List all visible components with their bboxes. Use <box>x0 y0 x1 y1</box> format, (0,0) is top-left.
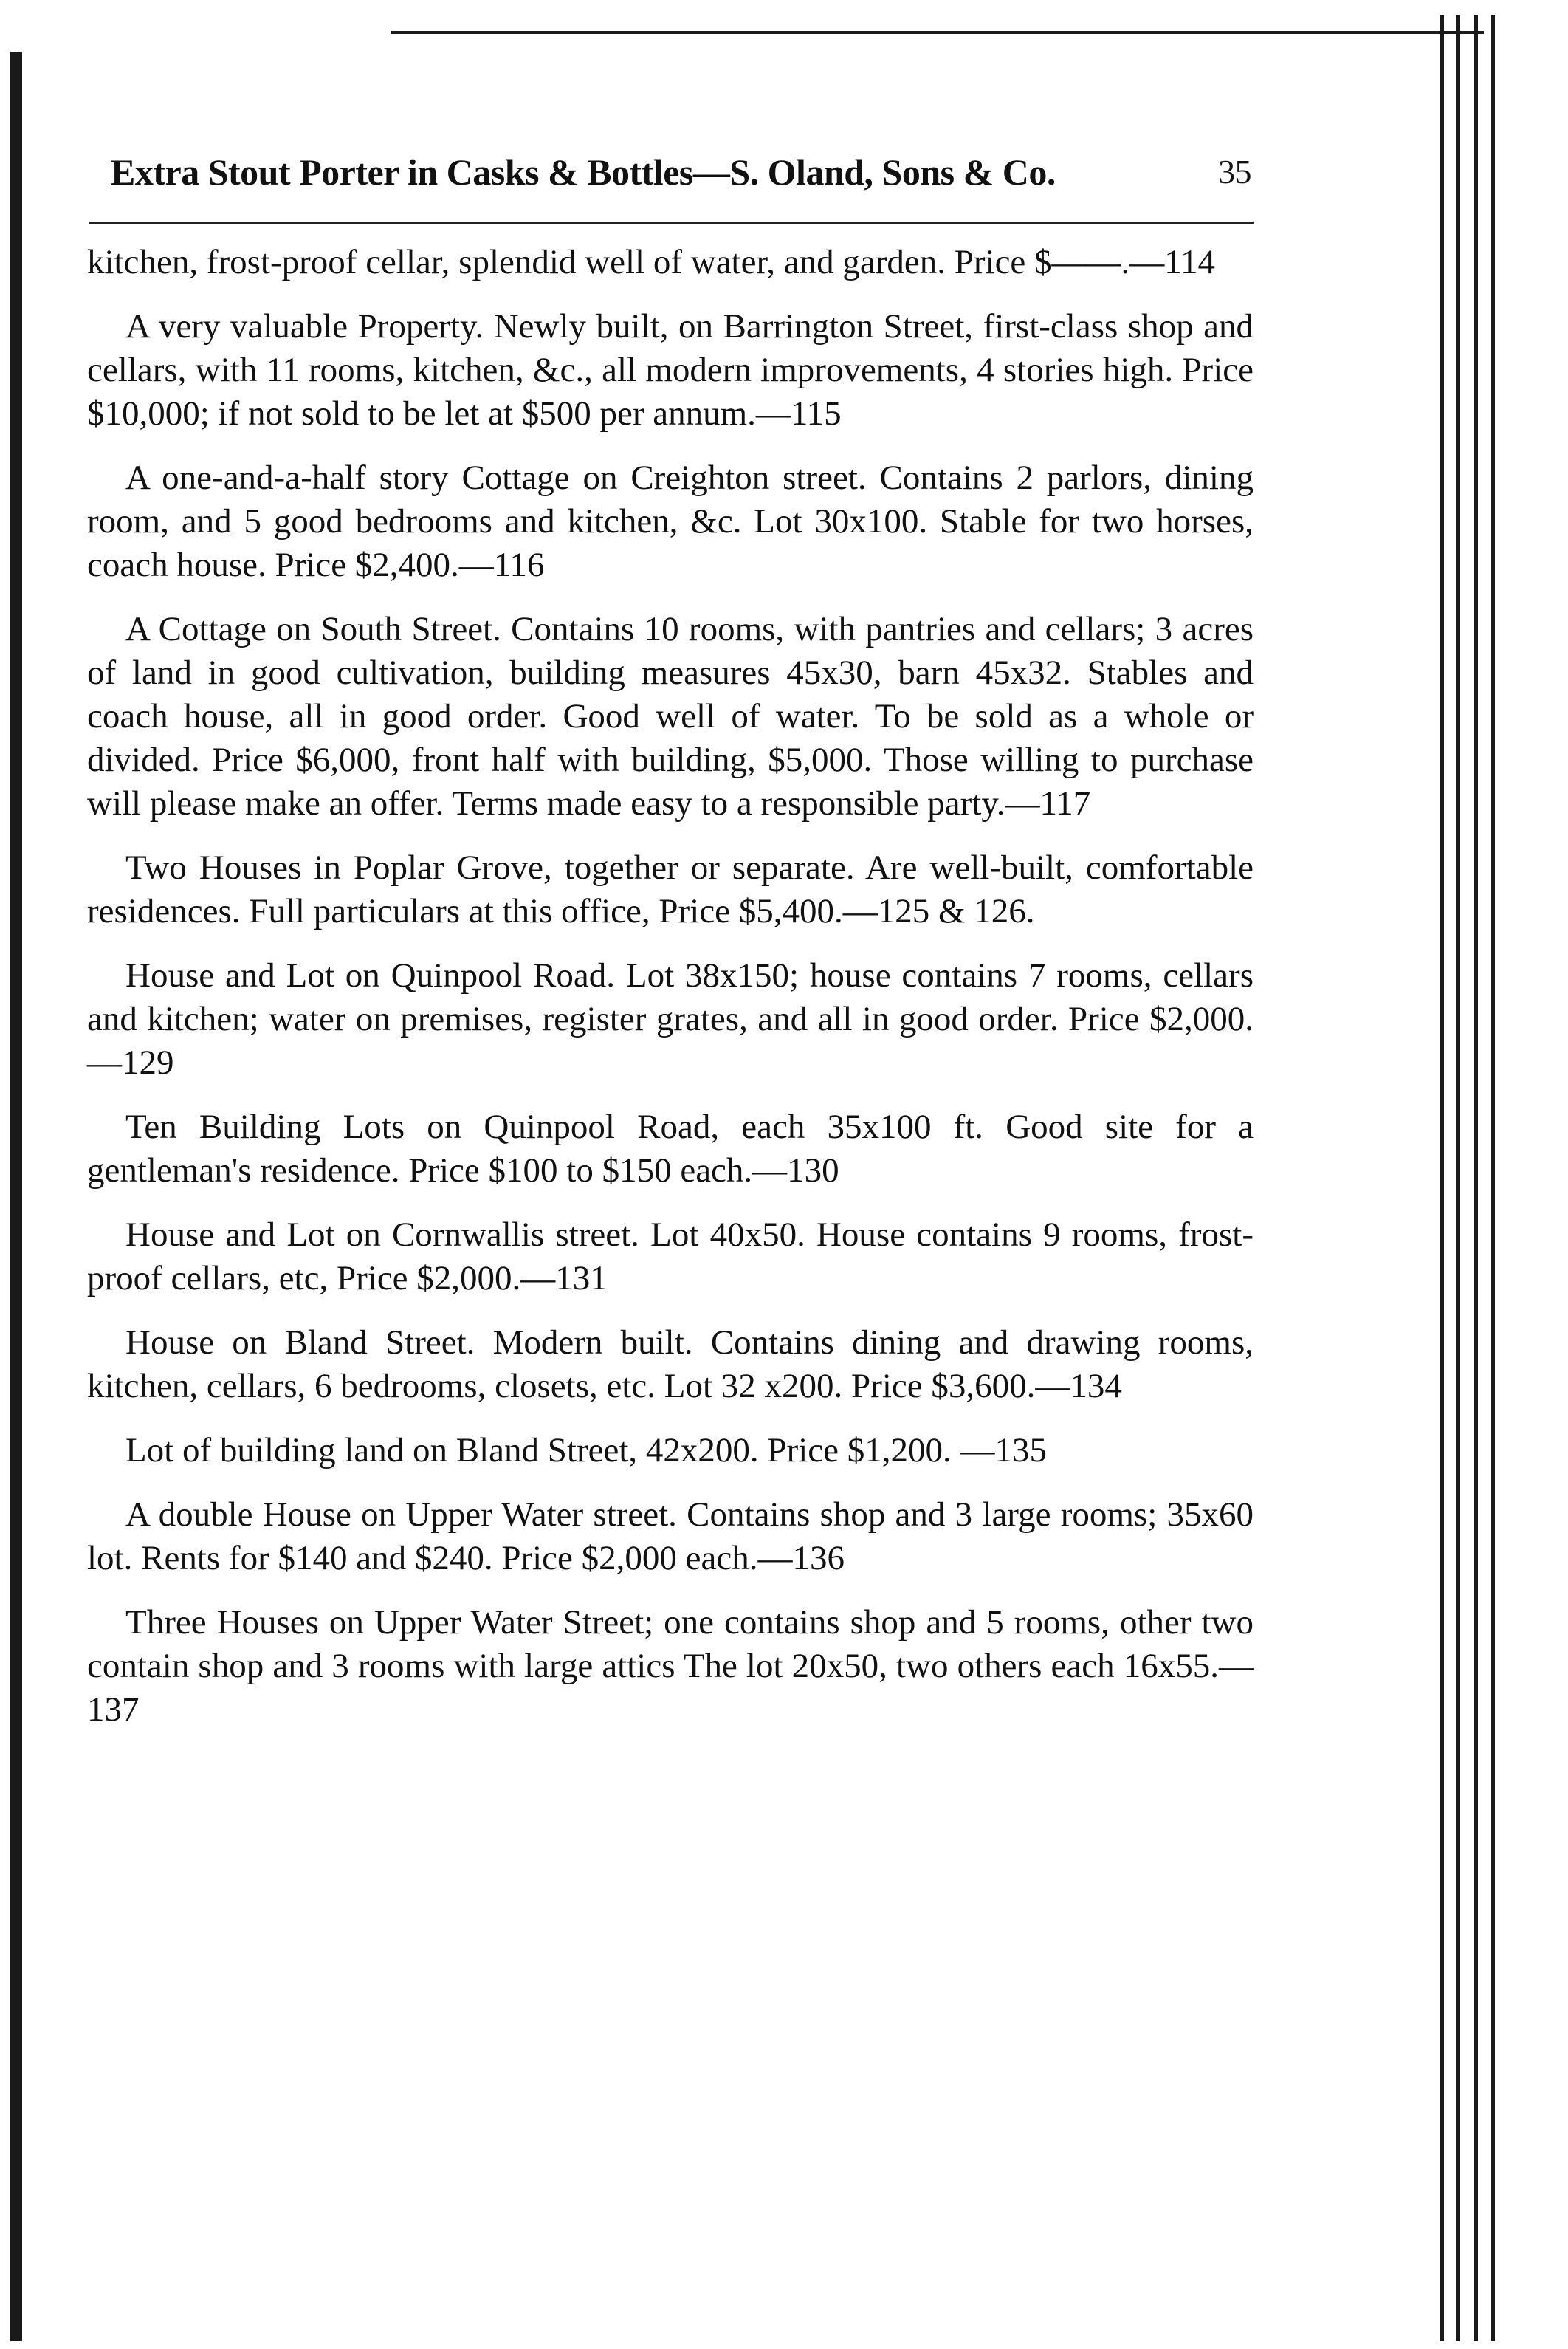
listing-entry: House and Lot on Cornwallis street. Lot 40x50. House contains 9 rooms, frost-proof cellars, etc, Price $2,000.—131 <box>87 1215 1254 1297</box>
right-edge-rule <box>1456 15 1460 2341</box>
listing-entry: Ten Building Lots on Quinpool Road, each 35x100 ft. Good site for a gentleman's residence. Price $100 to $150 each.—130 <box>87 1108 1254 1190</box>
right-edge-rule <box>1474 15 1478 2341</box>
listing-entry: kitchen, frost-proof cellar, splendid well of water, and garden. Price $——.—114 <box>87 243 1216 281</box>
listing-entry: Lot of building land on Bland Street, 42x200. Price $1,200. —135 <box>125 1431 1047 1470</box>
listing-entry: Two Houses in Poplar Grove, together or separate. Are well-built, comfortable residences. Full particulars at this office, Price $5,400.—125 & 126. <box>87 848 1254 930</box>
top-rule <box>391 31 1484 34</box>
listing-entry: A one-and-a-half story Cottage on Creighton street. Contains 2 parlors, dining room, and 5 good bedrooms and kitchen, &c. Lot 30x100. Stable for two horses, coach house. Price $2,400.—116 <box>87 459 1254 584</box>
listing-entry: A double House on Upper Water street. Contains shop and 3 large rooms; 35x60 lot. Rents for $140 and $240. Price $2,000 each.—136 <box>87 1495 1254 1577</box>
listing-entry: House and Lot on Quinpool Road. Lot 38x150; house contains 7 rooms, cellars and kitchen; water on premises, register grates, and all in good order. Price $2,000.—129 <box>87 956 1254 1082</box>
listing-entry: Three Houses on Upper Water Street; one contains shop and 5 rooms, other two contain shop and 3 rooms with large attics The lot 20x50, two others each 16x55.—137 <box>87 1603 1254 1729</box>
listing-entry: House on Bland Street. Modern built. Contains dining and drawing rooms, kitchen, cellars, 6 bedrooms, closets, etc. Lot 32 x200. Price $3,600.—134 <box>87 1323 1254 1405</box>
listing-entry: A Cottage on South Street. Contains 10 rooms, with pantries and cellars; 3 acres of land in good cultivation, building measures 45x30, barn 45x32. Stables and coach house, all in good order. Good well of water. To be sold as a whole or divided. Price $6,000, front half with building, $5,000. Those willing to purchase will please make an offer. Terms made easy to a responsible party.—117 <box>87 610 1254 823</box>
page-number: 35 <box>1218 153 1251 191</box>
listings-body <box>87 241 1254 1752</box>
header-rule <box>89 222 1254 224</box>
binding-rule <box>10 52 22 2341</box>
listing-entry: A very valuable Property. Newly built, on Barrington Street, first-class shop and cellars, with 11 rooms, kitchen, &c., all modern improvements, 4 stories high. Price $10,000; if not sold to be let at $500 per annum.—115 <box>87 307 1254 433</box>
header-title: Extra Stout Porter in Casks & Bottles—S. Oland, Sons & Co. <box>111 151 1056 193</box>
right-edge-rule <box>1440 15 1444 2341</box>
running-header <box>111 151 1251 202</box>
right-edge-rule <box>1491 15 1495 2341</box>
